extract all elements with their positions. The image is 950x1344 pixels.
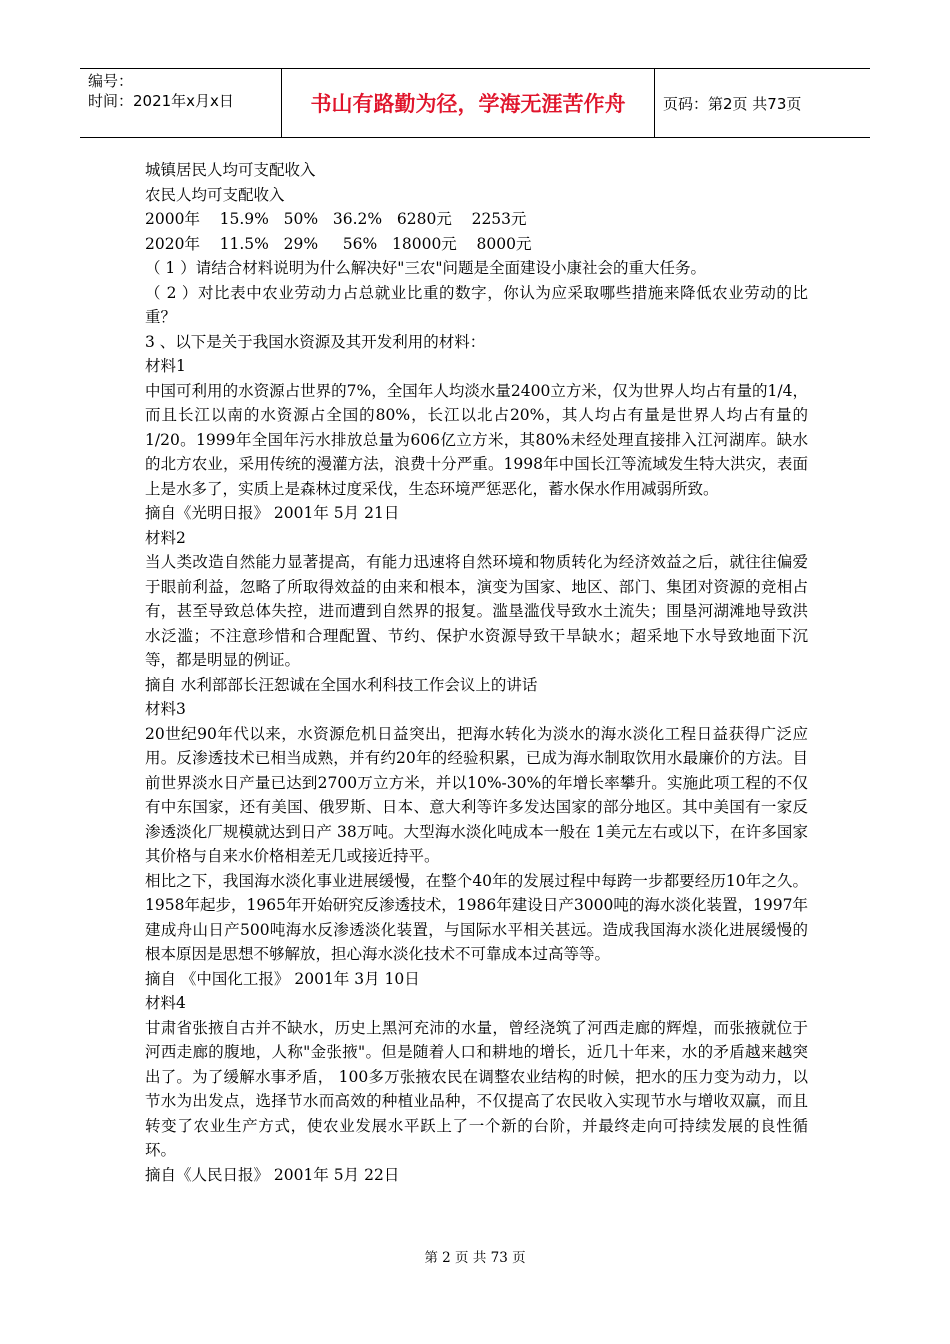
paragraph: 2020年 11.5% 29% 56% 18000元 8000元 — [145, 234, 532, 253]
header-motto-cell — [282, 69, 655, 137]
paragraph: 材料1 — [145, 357, 186, 375]
motto: 书山有路勤为径，学海无涯苦作舟 — [310, 92, 626, 116]
paragraph: 3 、以下是关于我国水资源及其开发利用的材料： — [145, 332, 486, 351]
paragraph: 城镇居民人均可支配收入 — [145, 161, 316, 179]
paragraph: 摘自 《中国化工报》 2001年 3月 10日 — [145, 969, 420, 988]
paragraph: 摘自《人民日报》 2001年 5月 22日 — [145, 1165, 400, 1184]
paragraph: 2000年 15.9% 50% 36.2% 6280元 2253元 — [145, 210, 527, 228]
header-meta — [80, 69, 282, 137]
paragraph: 材料4 — [145, 994, 186, 1012]
page-number-label: 页码：第2页 共73页 — [663, 94, 802, 113]
page-footer: 第 2 页 共 73 页 — [424, 1250, 526, 1266]
paragraph: 摘自 水利部部长汪恕诚在全国水利科技工作会议上的讲话 — [145, 675, 538, 694]
paragraph: 20世纪90年代以来，水资源危机日益突出，把海水转化为淡水的海水淡化工程日益获得广泛应用。反渗透技术已相当成熟，并有约20年的经验积累，已成为海水制取饮用水最廉价的方法。目前世界淡水日产量已达到2700万立方米，并以10%-30%的年增长率攀升。实施此项工程的不仅有中东国家，还有美国、俄罗斯、日本、意大利等许多发达国家的部分地区。其中美国有一家反渗透淡化厂规模就达到日产 38万吨。大型海水淡化吨成本一般在 1美元左右或以下，在许多国家其价格与自来水价格相差无几或接近持平。 — [145, 724, 808, 865]
paragraph: 材料3 — [145, 700, 186, 718]
paragraph: 农民人均可支配收入 — [145, 185, 285, 204]
paragraph: 材料2 — [145, 528, 186, 547]
paragraph: 摘自《光明日报》 2001年 5月 21日 — [145, 504, 400, 522]
paragraph: （ 1 ）请结合材料说明为什么解决好"三农"问题是全面建设小康社会的重大任务。 — [145, 259, 706, 277]
paragraph: 当人类改造自然能力显著提高，有能力迅速将自然环境和物质转化为经济效益之后，就往往偏爱于眼前利益，忽略了所取得效益的由来和根本，演变为国家、地区、部门、集团对资源的竞相占有，甚至导致总体失控，进而遭到自然界的报复。滥垦滥伐导致水土流失；围垦河湖滩地导致洪水泛滥；不注意珍惜和合理配置、节约、保护水资源导致干旱缺水；超采地下水导致地面下沉等，都是明显的例证。 — [145, 553, 808, 669]
paragraph: 相比之下，我国海水淡化事业进展缓慢，在整个40年的发展过程中每跨一步都要经历10年之久。1958年起步，1965年开始研究反渗透技术，1986年建设日产3000吨的海水淡化装置，1997年建成舟山日产500吨海水反渗透淡化装置，与国际水平相关甚远。造成我国海水淡化进展缓慢的根本原因是思想不够解放，担心海水淡化技术不可靠成本过高等等。 — [145, 871, 808, 963]
page-header — [80, 68, 870, 138]
number-label: 编号： — [88, 72, 134, 90]
time-label: 时间：2021年x月x日 — [88, 92, 234, 110]
paragraph: 甘肃省张掖自古并不缺水，历史上黑河充沛的水量，曾经浇筑了河西走廊的辉煌，而张掖就位于河西走廊的腹地，人称"金张掖"。但是随着人口和耕地的增长，近几十年来，水的矛盾越来越突出了。为了缓解水事矛盾， 100多万张掖农民在调整农业结构的时候，把水的压力变为动力，以节水为出发点，选择节水而高效的种植业品种，不仅提高了农民收入实现节水与增收双赢，而且转变了农业生产方式，使农业发展水平跃上了一个新的台阶，并最终走向可持续发展的良性循环。 — [145, 1018, 808, 1159]
paragraph: 中国可利用的水资源占世界的7%，全国年人均淡水量2400立方米，仅为世界人均占有量的1/4，而且长江以南的水资源占全国的80%，长江以北占20%，其人均占有量是世界人均占有量的1/20。1999年全国年污水排放总量为606亿立方米，其80%未经处理直接排入江河湖库。缺水的北方农业，采用传统的漫灌方法，浪费十分严重。1998年中国长江等流域发生特大洪灾，表面上是水多了，实质上是森林过度采伐，生态环境严惩恶化，蓄水保水作用减弱所致。 — [145, 381, 808, 498]
paragraph: （ 2 ）对比表中农业劳动力占总就业比重的数字，你认为应采取哪些措施来降低农业劳动的比重？ — [145, 283, 808, 326]
document-body — [145, 158, 808, 1187]
